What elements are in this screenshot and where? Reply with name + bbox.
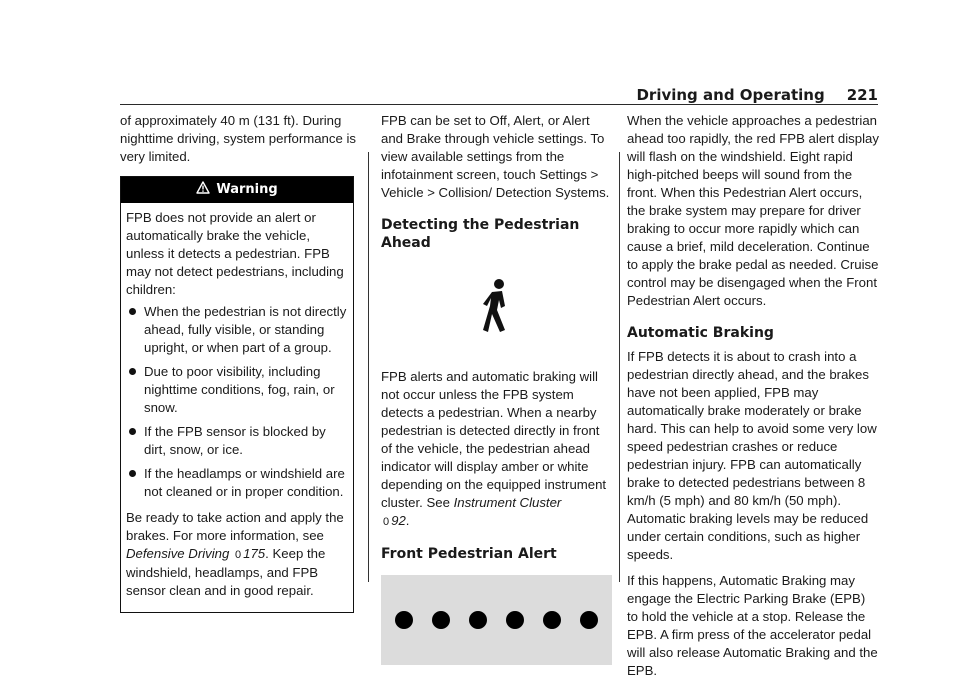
alert-dot [580, 611, 598, 629]
front-alert-heading: Front Pedestrian Alert [381, 546, 557, 562]
warning-body [121, 203, 353, 612]
epb-paragraph: If this happens, Automatic Braking may engage the Electric Parking Brake (EPB) to hold the vehicle at a stop. Release the EPB. A firm press of the accelerator pedal will also release Automatic Braking and the EPB. [627, 573, 878, 678]
pedestrian-indicator [381, 258, 613, 358]
automatic-braking-paragraph: If FPB detects it is about to crash into a pedestrian directly ahead, and the brakes have not been applied, FPB may automatically brake moderately or brake hard. This can help to avoid some very low speed pedestrian crashes or reduce pedestrian injury. FPB can automatically brake to detected pedestrians between 8 km/h (5 mph) and 80 km/h (50 mph). Automatic braking levels may be reduced under certain conditions, such as higher speeds. [627, 349, 877, 562]
list-item: When the pedestrian is not directly ahead, fully visible, or standing upright, or when part of a group. [126, 303, 347, 357]
fpb-alert-dots-icon [381, 575, 612, 665]
warning-triangle-icon [196, 181, 210, 200]
alert-dot [506, 611, 524, 629]
bullet-icon [129, 470, 136, 477]
automatic-braking-heading: Automatic Braking [627, 325, 774, 341]
alert-dot [469, 611, 487, 629]
defensive-driving-page[interactable]: 175 [243, 546, 266, 561]
pedestrian-icon [477, 278, 517, 339]
alert-dot [395, 611, 413, 629]
alert-paragraph: When the vehicle approaches a pedestrian ahead too rapidly, the red FPB alert display will flash on the windshield. Eight rapid high-pitched beeps will sound from the front. When this Pedestrian Alert occurs, the brake system may prepare for driver braking to occur more rapidly which can cause a brief, mild deceleration. Continue to apply the brake pedal as needed. Cruise control may be disengaged when the Front Pedestrian Alert occurs. [627, 113, 879, 308]
alert-dot [432, 611, 450, 629]
detecting-paragraph: FPB alerts and automatic braking will not occur unless the FPB system detects a pedestrian. When a nearby pedestrian is detected directly in front of the vehicle, the pedestrian ahead indicator will display amber or white depending on the equipped instrument cluster. See Instrument Cluster 0 92. [381, 369, 607, 528]
intro-paragraph: of approximately 40 m (131 ft). During nighttime driving, system performance is very limited. [120, 113, 356, 164]
column-1 [120, 112, 356, 613]
header-rule [120, 104, 878, 105]
column-divider [368, 152, 369, 582]
list-item: If the headlamps or windshield are not cleaned or in proper condition. [126, 465, 347, 501]
column-3 [627, 112, 879, 688]
page-ref-arrow-icon: 0 [383, 516, 390, 528]
warning-title: Warning [216, 182, 278, 197]
page-ref-arrow-icon: 0 [235, 549, 242, 561]
warning-bullet-list [126, 303, 347, 501]
settings-paragraph: FPB can be set to Off, Alert, or Alert and Brake through vehicle settings. To view available settings from the infotainment screen, touch Settings > Vehicle > Collision/ Detection Systems. [381, 113, 610, 200]
warning-box [120, 176, 354, 613]
detecting-heading: Detecting the Pedestrian Ahead [381, 217, 580, 251]
warning-header [121, 177, 353, 203]
column-2 [381, 112, 613, 665]
warning-closing: Be ready to take action and apply the brakes. For more information, see Defensive Driving 0 175. Keep the windshield, headlamps, and FPB sensor clean and in good repair. [126, 510, 344, 598]
page-number: 221 [846, 86, 878, 104]
section-title: Driving and Operating [636, 86, 825, 104]
running-head [600, 84, 878, 106]
defensive-driving-link[interactable]: Defensive Driving [126, 546, 230, 561]
column-divider [619, 152, 620, 582]
list-item: If the FPB sensor is blocked by dirt, snow, or ice. [126, 423, 347, 459]
warning-lead: FPB does not provide an alert or automatically brake the vehicle, unless it detects a pedestrian. FPB may not detect pedestrians, including children: [126, 210, 344, 297]
bullet-icon [129, 308, 136, 315]
alert-dot [543, 611, 561, 629]
list-item: Due to poor visibility, including nighttime conditions, fog, rain, or snow. [126, 363, 347, 417]
bullet-icon [129, 428, 136, 435]
bullet-icon [129, 368, 136, 375]
instrument-cluster-page[interactable]: 92 [391, 513, 406, 528]
instrument-cluster-link[interactable]: Instrument Cluster [453, 495, 562, 510]
